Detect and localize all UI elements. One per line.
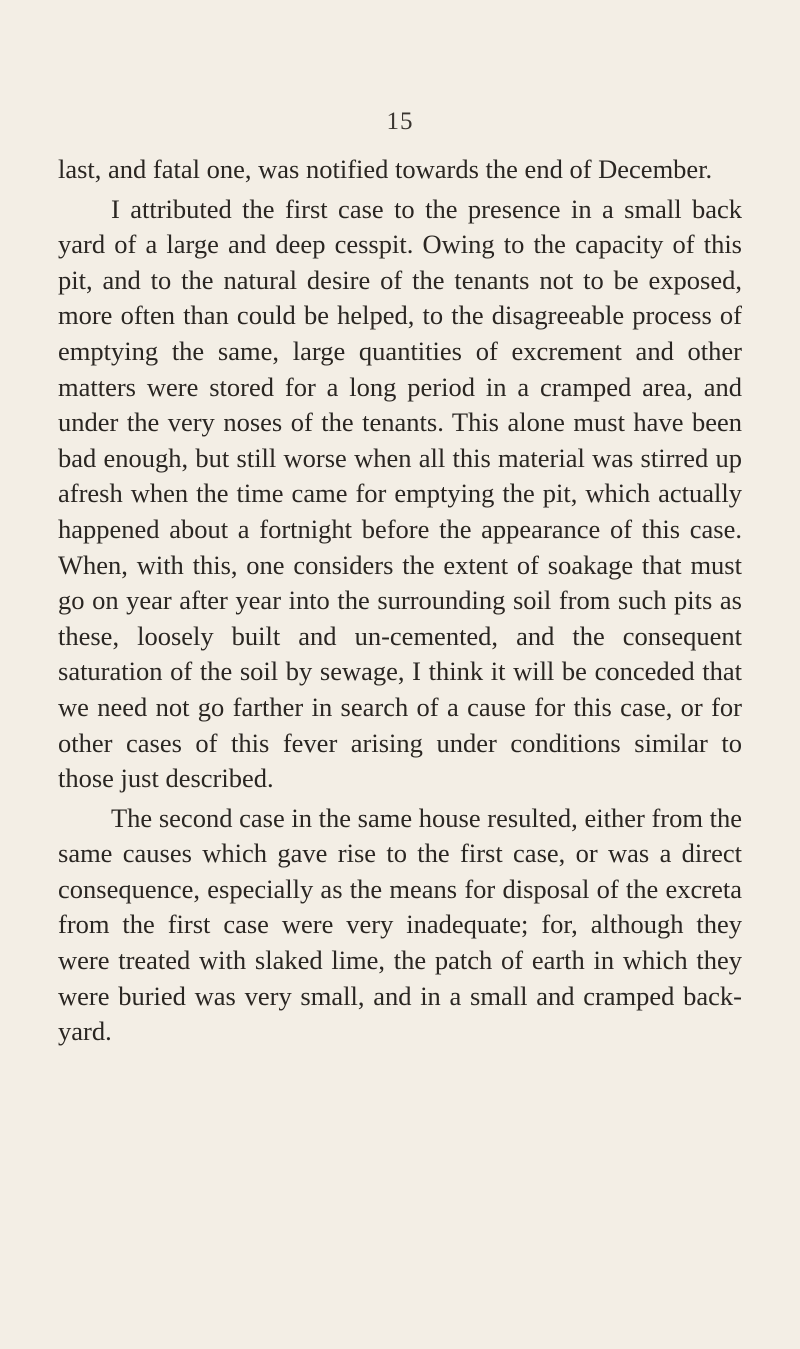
body-text — [58, 152, 742, 1050]
paragraph-continuation: last, and fatal one, was notified towards the end of December. — [58, 154, 713, 184]
page-number: 15 — [386, 108, 414, 135]
paragraph-second-case: The second case in the same house resulted, either from the same causes which gave rise to the first case, or was a direct consequence, especially as the means for disposal of the excreta from the first case were very inadequate; for, although they were treated with slaked lime, the patch of earth in which they were buried was very small, and in a small and cramped back-yard. — [58, 802, 742, 1047]
paragraph-first-case: I attributed the first case to the presence in a small back yard of a large and deep cesspit. Owing to the capacity of this pit, and to the natural desire of the tenants not to be exposed, more often than could be helped, to the disagreeable process of emptying the same, large quantities of excrement and other matters were stored for a long period in a cramped area, and under the very noses of the tenants. This alone must have been bad enough, but still worse when all this material was stirred up afresh when the time came for emptying the pit, which actually happened about a fortnight before the appearance of this case. When, with this, one considers the extent of soakage that must go on year after year into the surrounding soil from such pits as these, loosely built and un-cemented, and the consequent saturation of the soil by sewage, I think it will be conceded that we need not go farther in search of a cause for this case, or for other cases of this fever arising under conditions similar to those just described. — [58, 193, 742, 794]
